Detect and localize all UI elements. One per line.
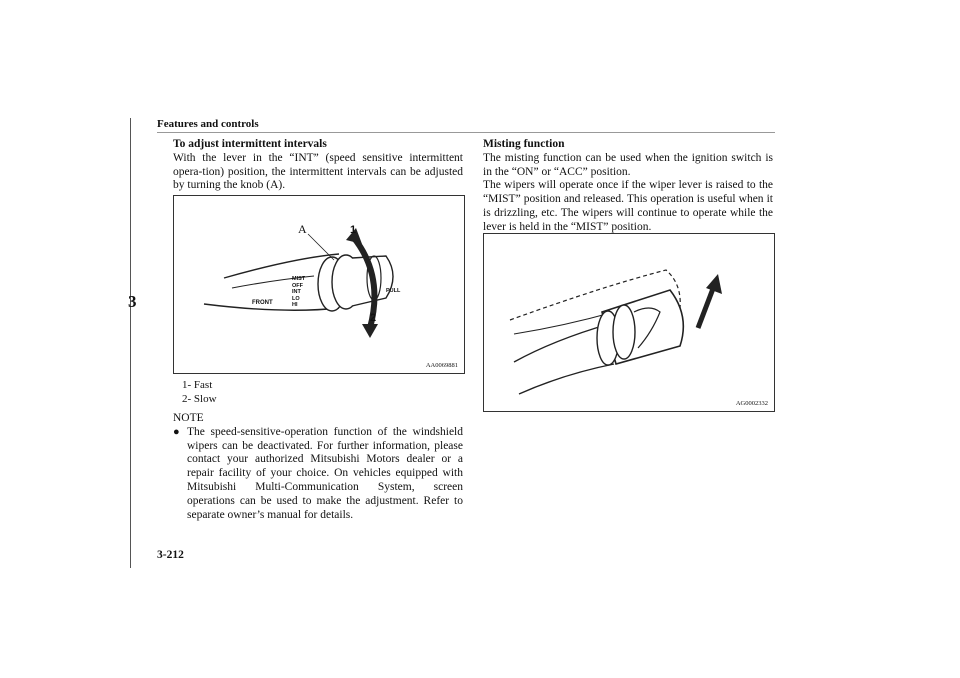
mist-lever-illustration [484,234,774,411]
lever-position-off: OFF [292,282,303,289]
legend-item-slow: 2- Slow [182,393,217,405]
misting-paragraph-2: The wipers will operate once if the wiper lever is raised to the “MIST” position and released. This operation is useful when it is drizzling, etc. The wipers will continue to operate while the lever is held in the “MIST” position. [483,179,773,233]
chapter-tab: 3 [128,292,137,311]
lever-position-lo: LO [292,295,300,302]
wiper-knob-illustration [174,196,464,373]
label-front: FRONT [252,300,273,306]
misting-heading: Misting function [483,138,565,150]
header-rule [157,132,775,133]
bullet-icon: ● [173,425,180,438]
intermittent-body: With the lever in the “INT” (speed sensitive intermittent opera-tion) position, the intermittent intervals can be adjusted by turning the knob (A). [173,151,463,192]
figure-code: AA0069881 [425,362,458,369]
mist-lever-figure [483,233,775,412]
label-1: 1 [350,224,357,236]
note-title: NOTE [173,412,204,424]
left-column-intro [173,138,463,193]
lever-position-int: INT [292,289,301,295]
section-header: Features and controls [157,118,259,130]
lever-position-list [292,276,305,309]
note-block [173,412,463,522]
note-list [173,426,463,523]
figure-code: AG0002332 [735,400,768,407]
note-item [173,426,463,523]
page-number: 3-212 [157,549,184,561]
label-a: A [298,222,307,236]
chapter-side-rule [130,118,131,568]
lever-position-hi: HI [292,302,298,308]
misting-paragraph-1: The misting function can be used when the ignition switch is in the “ON” or “ACC” position. [483,151,773,178]
figure-legend [182,378,217,406]
label-pull: PULL [386,288,401,294]
wiper-knob-figure [173,195,465,374]
note-item-text: The speed-sensitive-operation function of the windshield wipers can be deactivated. For further information, please contact your authorized Mitsubishi Motors dealer or a repair facility of your choice. On vehicles equipped with Mitsubishi Multi-Communication System, screen operations can be used to make the adjustment. Refer to separate owner’s manual for details. [187,425,463,521]
lever-position-mist: MIST [292,276,306,282]
misting-section [483,138,773,235]
label-2: 2 [370,312,377,324]
legend-item-fast: 1- Fast [182,379,213,391]
intermittent-heading: To adjust intermittent intervals [173,138,327,150]
